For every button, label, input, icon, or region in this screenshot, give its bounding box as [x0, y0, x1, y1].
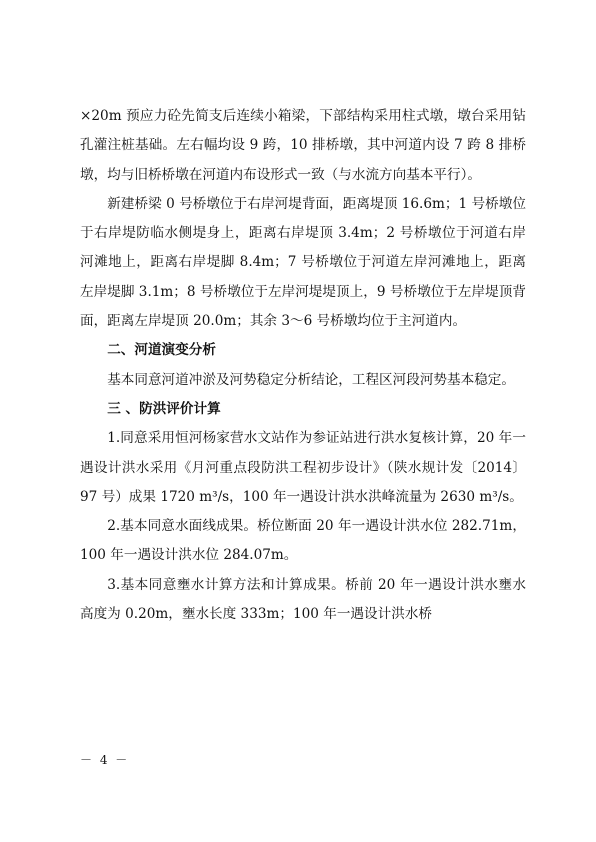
document-body [80, 102, 526, 629]
paragraph-channel-conclusion: 基本同意河道冲淤及河势稳定分析结论，工程区河段河势基本稳定。 [107, 371, 515, 388]
paragraph-bridge-structure: ×20m 预应力砼先简支后连续小箱梁，下部结构采用柱式墩，墩台采用钻孔灌注桩基础。左右幅均设 9 跨，10 排桥墩，其中河道内设 7 跨 8 排桥墩，均与旧桥桥墩在河道内布设形式一致（与水流方向基本平行）。 [80, 108, 526, 183]
section-heading-flood-calculation: 三 、防洪评价计算 [107, 400, 221, 417]
paragraph-design-flood: 1.同意采用恒河杨家营水文站作为参证站进行洪水复核计算，20 年一遇设计洪水采用《月河重点段防洪工程初步设计》（陕水规计发〔2014〕97 号）成果 1720 m³/s，100 年一遇设计洪水洪峰流量为 2630 m³/s。 [80, 430, 526, 505]
paragraph-water-level: 2.基本同意水面线成果。桥位断面 20 年一遇设计洪水位 282.71m，100 年一遇设计洪水位 284.07m。 [80, 518, 526, 564]
page-number: － 4 － [80, 753, 130, 767]
paragraph-pier-positions: 新建桥梁 0 号桥墩位于右岸河堤背面，距离堤顶 16.6m；1 号桥墩位于右岸堤防临水侧堤身上，距离右岸堤顶 3.4m；2 号桥墩位于河道右岸河滩地上，距离右岸堤脚 8.4m；7 号桥墩位于河道左岸河滩地上，距离左岸堤脚 3.1m；8 号桥墩位于左岸河堤堤顶上，9 号桥墩位于左岸堤顶背面，距离左岸堤顶 20.0m；其余 3～6 号桥墩均位于主河道内。 [80, 195, 526, 330]
section-heading-channel-evolution: 二、河道演变分析 [107, 342, 216, 359]
paragraph-backwater: 3.基本同意壅水计算方法和计算成果。桥前 20 年一遇设计洪水壅水高度为 0.20m，壅水长度 333m；100 年一遇设计洪水桥 [80, 576, 526, 623]
